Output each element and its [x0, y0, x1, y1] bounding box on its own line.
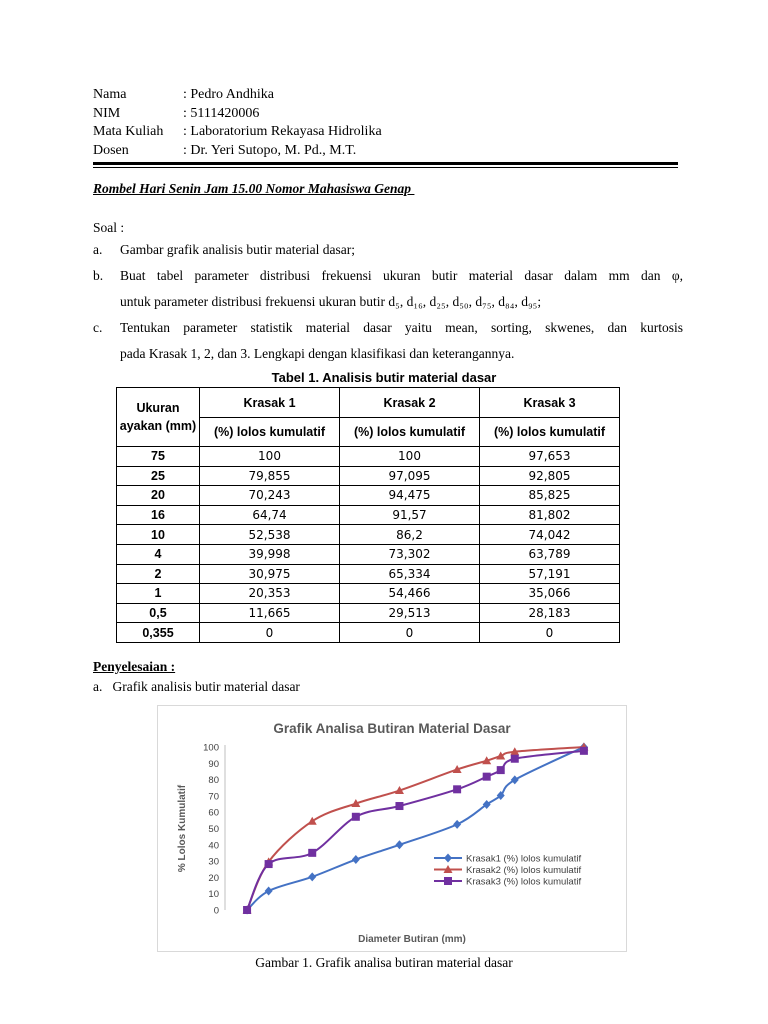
table-body [117, 447, 620, 643]
krasak2-cell: 100 [340, 447, 480, 467]
question-c [93, 315, 683, 367]
y-tick-label: 90 [208, 758, 219, 770]
data-point-krasak3 [483, 773, 491, 781]
krasak1-cell: 0 [200, 623, 340, 643]
y-tick-label: 20 [208, 872, 219, 884]
sub-header: (%) lolos kumulatif [340, 418, 480, 447]
size-cell: 0,5 [117, 603, 200, 623]
size-cell: 75 [117, 447, 200, 467]
identity-key: NIM [93, 105, 121, 121]
data-point-krasak3 [352, 813, 360, 821]
krasak3-cell: 92,805 [480, 466, 620, 486]
question-label: c. [93, 320, 103, 335]
krasak1-cell: 30,975 [200, 564, 340, 584]
question-text-continued: untuk parameter distribusi frekuensi ukuran butir d₅, d₁₆, d₂₅, d₅₀, d₇₅, d₈₄, d₉₅; [120, 294, 542, 309]
table-row [117, 564, 620, 584]
table-row [117, 466, 620, 486]
size-cell: 4 [117, 544, 200, 564]
krasak3-cell: 85,825 [480, 486, 620, 506]
krasak1-cell: 52,538 [200, 525, 340, 545]
data-point-krasak1 [265, 886, 273, 895]
size-cell: 16 [117, 505, 200, 525]
identity-value: : 5111420006 [183, 105, 260, 121]
data-point-krasak1 [352, 855, 360, 864]
question-text: Tentukan parameter statistik material dasar yaitu mean, sorting, skwenes, dan kurtosis [120, 320, 683, 335]
column-header-krasak-2: Krasak 2 [340, 388, 480, 418]
krasak1-cell: 64,74 [200, 505, 340, 525]
y-tick-label: 30 [208, 856, 219, 868]
header-divider-thick [93, 162, 678, 165]
header-divider-thin [93, 167, 678, 168]
krasak2-cell: 94,475 [340, 486, 480, 506]
table-row [117, 623, 620, 643]
krasak2-cell: 91,57 [340, 505, 480, 525]
krasak1-cell: 39,998 [200, 544, 340, 564]
identity-block [93, 86, 382, 160]
identity-key: Nama [93, 87, 127, 102]
chart-title: Grafik Analisa Butiran Material Dasar [273, 721, 511, 736]
identity-key: Dosen [93, 142, 129, 158]
sieve-analysis-table [116, 387, 620, 643]
question-b [93, 263, 683, 315]
data-point-krasak3 [265, 860, 273, 868]
table-row [117, 486, 620, 506]
identity-value: : Dr. Yeri Sutopo, M. Pd., M.T. [183, 142, 357, 158]
grain-size-chart [157, 705, 627, 952]
data-point-krasak2 [308, 817, 317, 825]
krasak2-cell: 97,095 [340, 466, 480, 486]
data-point-krasak3 [308, 849, 316, 857]
identity-value: : Pedro Andhika [183, 87, 274, 102]
data-point-krasak2 [496, 752, 505, 760]
krasak2-cell: 54,466 [340, 584, 480, 604]
krasak3-cell: 35,066 [480, 584, 620, 604]
y-tick-label: 80 [208, 775, 219, 787]
size-cell: 1 [117, 584, 200, 604]
krasak3-cell: 0 [480, 623, 620, 643]
table-caption: Tabel 1. Analisis butir material dasar [271, 370, 497, 385]
question-text-continued: pada Krasak 1, 2, dan 3. Lengkapi dengan klasifikasi dan keterangannya. [120, 346, 515, 361]
identity-row-nama [93, 86, 382, 105]
krasak3-cell: 97,653 [480, 447, 620, 467]
answer-text: Grafik analisis butir material dasar [112, 679, 300, 694]
soal-label: Soal : [93, 220, 125, 235]
size-cell: 25 [117, 466, 200, 486]
data-point-krasak1 [395, 840, 403, 849]
data-point-krasak1 [453, 820, 461, 829]
penyelesaian-title: Penyelesaian : [93, 659, 176, 674]
y-tick-label: 10 [208, 889, 219, 901]
legend-marker-krasak1 [444, 854, 452, 863]
x-axis-label: Diameter Butiran (mm) [358, 934, 466, 945]
chart-svg [158, 706, 626, 951]
krasak2-cell: 29,513 [340, 603, 480, 623]
question-a [93, 237, 683, 263]
identity-row-mata-kuliah [93, 123, 382, 142]
data-point-krasak1 [308, 872, 316, 881]
krasak1-cell: 11,665 [200, 603, 340, 623]
answer-a [93, 679, 300, 695]
y-axis-label: % Lolos Kumulatif [177, 784, 188, 873]
data-point-krasak3 [580, 747, 588, 755]
question-label: a. [93, 242, 103, 257]
size-cell: 20 [117, 486, 200, 506]
y-tick-label: 0 [213, 905, 219, 917]
krasak1-cell: 79,855 [200, 466, 340, 486]
table-row [117, 584, 620, 604]
krasak1-cell: 100 [200, 447, 340, 467]
size-cell: 0,355 [117, 623, 200, 643]
legend-label-krasak1: Krasak1 (%) lolos kumulatif [466, 853, 582, 865]
y-tick-label: 60 [208, 807, 219, 819]
size-cell: 10 [117, 525, 200, 545]
sub-header: (%) lolos kumulatif [200, 418, 340, 447]
legend-label-krasak2: Krasak2 (%) lolos kumulatif [466, 865, 582, 876]
table-row [117, 447, 620, 467]
krasak3-cell: 74,042 [480, 525, 620, 545]
krasak3-cell: 28,183 [480, 603, 620, 623]
legend-label-krasak3: Krasak3 (%) lolos kumulatif [466, 876, 582, 888]
legend-marker-krasak3 [444, 877, 452, 885]
size-cell: 2 [117, 564, 200, 584]
table-row [117, 544, 620, 564]
identity-key: Mata Kuliah [93, 124, 164, 139]
krasak1-cell: 70,243 [200, 486, 340, 506]
data-point-krasak3 [497, 766, 505, 774]
figure-caption: Gambar 1. Grafik analisa butiran material dasar [255, 955, 513, 970]
sub-header: (%) lolos kumulatif [480, 418, 620, 447]
identity-row-nim [93, 105, 382, 124]
table-row [117, 505, 620, 525]
question-label: b. [93, 268, 104, 283]
question-text: Buat tabel parameter distribusi frekuensi ukuran butir material dasar dalam mm dan φ, [120, 268, 683, 283]
table-row [117, 525, 620, 545]
y-tick-label: 70 [208, 791, 219, 803]
column-header-krasak-1: Krasak 1 [200, 388, 340, 418]
identity-value: : Laboratorium Rekayasa Hidrolika [183, 124, 382, 139]
data-point-krasak1 [511, 775, 519, 784]
krasak2-cell: 86,2 [340, 525, 480, 545]
krasak3-cell: 81,802 [480, 505, 620, 525]
question-text: Gambar grafik analisis butir material dasar; [120, 242, 356, 257]
krasak3-cell: 63,789 [480, 544, 620, 564]
identity-row-dosen [93, 142, 382, 161]
data-point-krasak3 [453, 785, 461, 793]
y-tick-label: 40 [208, 840, 219, 852]
column-header-krasak-3: Krasak 3 [480, 388, 620, 418]
y-tick-label: 100 [203, 742, 219, 754]
answer-label: a. [93, 679, 103, 694]
data-point-krasak3 [395, 802, 403, 810]
data-point-krasak3 [511, 755, 519, 763]
krasak2-cell: 73,302 [340, 544, 480, 564]
krasak1-cell: 20,353 [200, 584, 340, 604]
data-point-krasak3 [243, 906, 251, 914]
table-row [117, 603, 620, 623]
krasak2-cell: 65,334 [340, 564, 480, 584]
krasak2-cell: 0 [340, 623, 480, 643]
size-column-header: Ukuran ayakan (mm) [117, 388, 200, 447]
session-heading: Rombel Hari Senin Jam 15.00 Nomor Mahasiswa Genap [93, 181, 415, 196]
y-tick-label: 50 [208, 824, 219, 835]
krasak3-cell: 57,191 [480, 564, 620, 584]
